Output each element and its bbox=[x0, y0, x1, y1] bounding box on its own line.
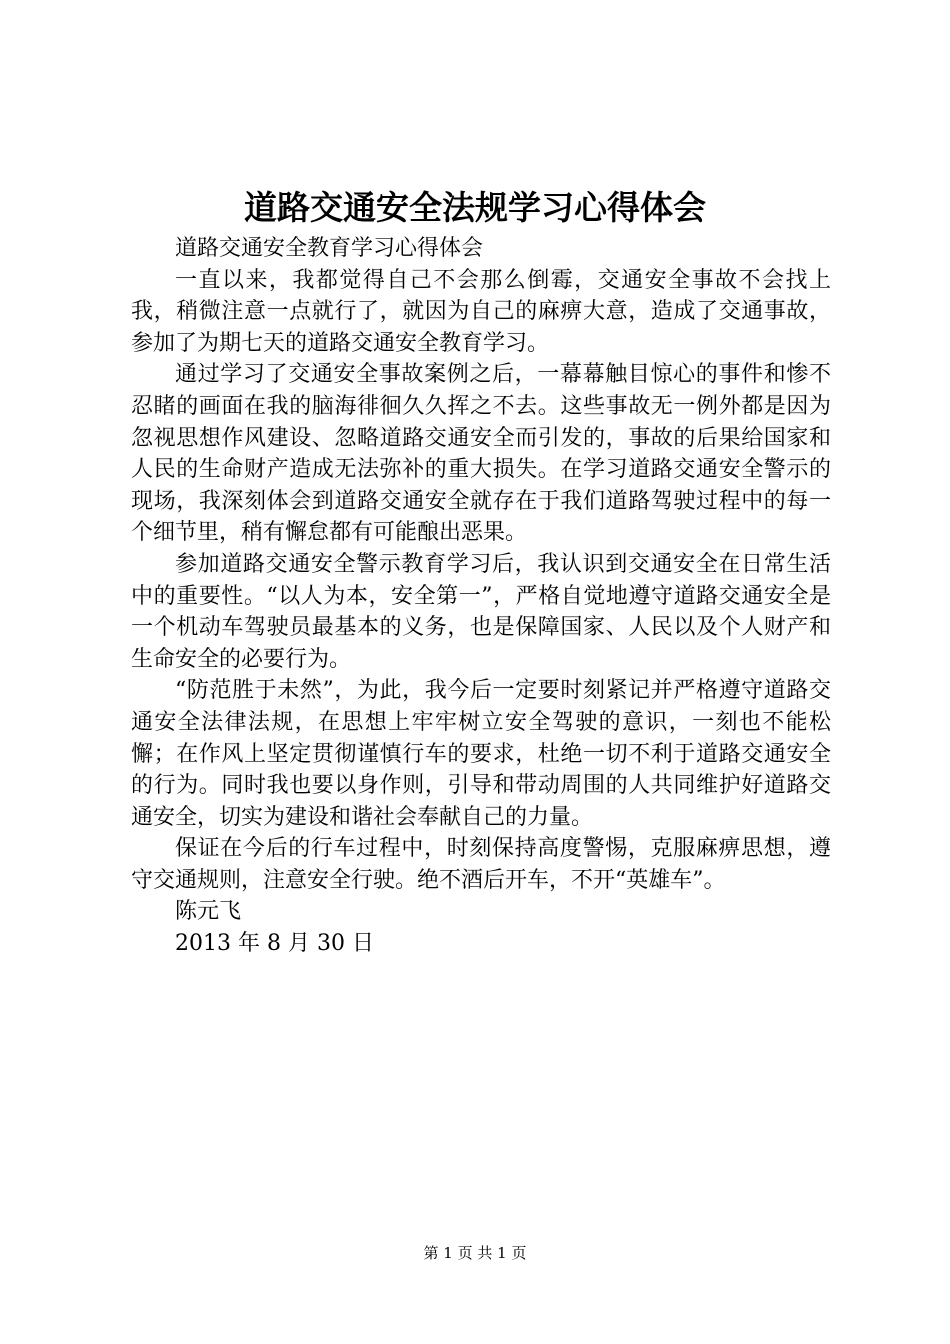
document-title: 道路交通安全法规学习心得体会 bbox=[244, 188, 706, 227]
author-name: 陈元飞 bbox=[175, 899, 242, 925]
document-body bbox=[131, 233, 831, 960]
body-paragraph: “防范胜于未然”，为此，我今后一定要时刻紧记并严格遵守道路交通安全法律法规，在思想上牢牢树立安全驾驶的意识，一刻也不能松懈；在作风上坚定贯彻谨慎行车的要求，杜绝一切不利于道路交通安全的行为。同时我也要以身作则，引导和带动周围的人共同维护好道路交通安全，切实为建设和谐社会奉献自己的力量。 bbox=[131, 678, 831, 830]
page-number-footer: 第 1 页 共 1 页 bbox=[423, 1244, 527, 1262]
body-paragraph: 一直以来，我都觉得自己不会那么倒霉，交通安全事故不会找上我，稍微注意一点就行了，就因为自己的麻痹大意，造成了交通事故，参加了为期七天的道路交通安全教育学习。 bbox=[131, 267, 831, 356]
body-paragraph: 通过学习了交通安全事故案例之后，一幕幕触目惊心的事件和惨不忍睹的画面在我的脑海徘徊久久挥之不去。这些事故无一例外都是因为忽视思想作风建设、忽略道路交通安全而引发的，事故的后果给国家和人民的生命财产造成无法弥补的重大损失。在学习道路交通安全警示的现场，我深刻体会到道路交通安全就存在于我们道路驾驶过程中的每一个细节里，稍有懈怠都有可能酿出恶果。 bbox=[131, 362, 831, 546]
body-paragraph: 参加道路交通安全警示教育学习后，我认识到交通安全在日常生活中的重要性。“以人为本，安全第一”，严格自觉地遵守道路交通安全是一个机动车驾驶员最基本的义务，也是保障国家、人民以及个人财产和生命安全的必要行为。 bbox=[131, 551, 831, 672]
document-date: 2013 年 8 月 30 日 bbox=[175, 931, 374, 957]
subtitle-paragraph: 道路交通安全教育学习心得体会 bbox=[175, 236, 484, 261]
body-paragraph: 保证在今后的行车过程中，时刻保持高度警惕，克服麻痹思想，遵守交通规则，注意安全行驶。绝不酒后开车，不开“英雄车”。 bbox=[131, 836, 831, 893]
